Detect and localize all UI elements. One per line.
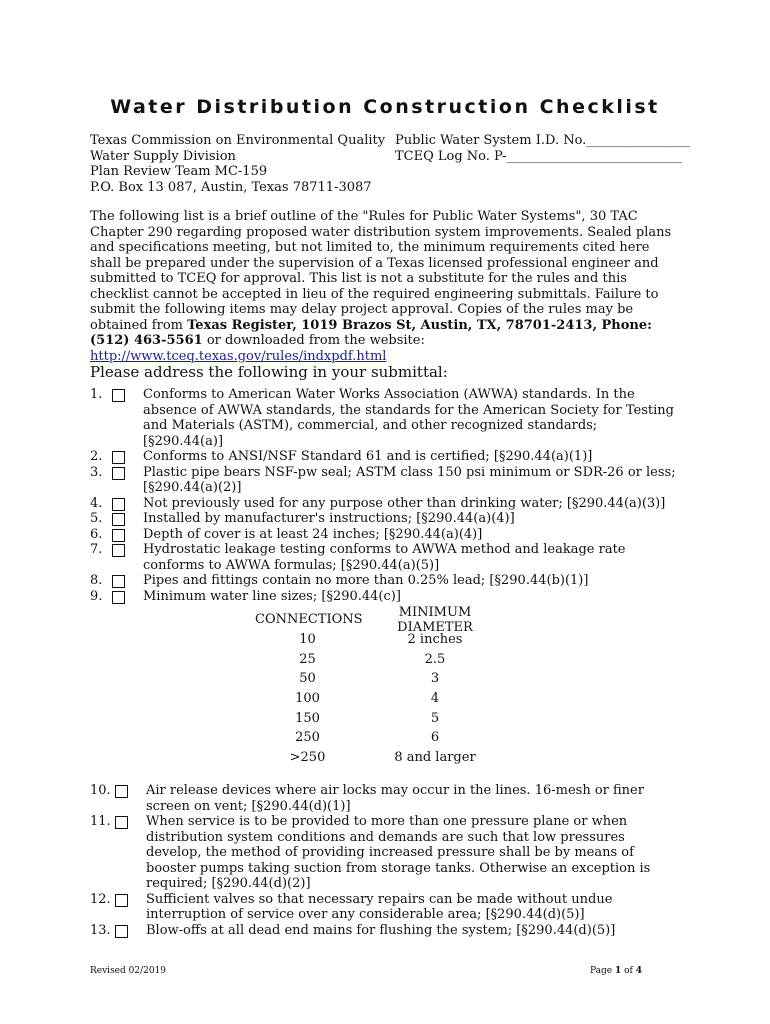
table-row — [255, 689, 510, 709]
page-number — [590, 966, 642, 976]
min-diameter-table — [255, 604, 510, 768]
checklist-item — [90, 542, 680, 573]
item-number: 10. — [90, 783, 111, 798]
item-checkbox[interactable] — [115, 816, 128, 829]
item-text: Air release devices where air locks may occur in the lines. 16-mesh or finer screen on vent; [§290.44(d)(1)] — [146, 783, 644, 814]
diameter-cell: 2.5 — [424, 651, 446, 667]
item-text: Blow-offs at all dead end mains for flushing the system; [§290.44(d)(5)] — [146, 922, 616, 938]
page-total: 4 — [635, 966, 643, 976]
diameter-cell: 8 and larger — [394, 750, 476, 766]
intro-paragraph — [90, 209, 680, 364]
agency-name: Texas Commission on Environmental Quality — [90, 133, 386, 148]
agency-address-block — [90, 133, 385, 195]
col-diameter-header: MINIMUM DIAMETER — [397, 604, 473, 635]
item-number: 3. — [90, 464, 103, 480]
item-text: Plastic pipe bears NSF-pw seal; ASTM class 150 psi minimum or SDR-26 or less; [§290.44(a)(2)] — [143, 464, 676, 495]
table-row — [255, 669, 510, 689]
agency-team: Plan Review Team MC-159 — [90, 164, 268, 179]
table-row — [255, 748, 510, 768]
connections-cell: 250 — [295, 730, 320, 746]
item-text: Pipes and fittings contain no more than 0.25% lead; [§290.44(b)(1)] — [143, 573, 589, 588]
intro-text: The following list is a brief outline of the "Rules for Public Water Systems", 30 TAC Chapter 290 regarding proposed water distribution system improvements. Sealed plans and specifications meeting, but not limited to, the minimum requirements cited here shall be prepared under the supervision of a Texas licensed professional engineer and submitted to TCEQ for approval. This list is not a substitute for the rules and this checklist cannot be accepted in lieu of the required engineering submittals. Failure to submit the following items may delay project approval. Copies of the rules may be obtained from — [90, 209, 672, 333]
item-checkbox[interactable] — [115, 785, 128, 798]
connections-cell: 150 — [295, 710, 320, 726]
connections-cell: 100 — [295, 691, 320, 707]
checklist-item — [90, 923, 680, 939]
checklist-item — [90, 511, 680, 527]
checklist-item — [90, 892, 680, 923]
item-checkbox[interactable] — [112, 451, 125, 464]
table-row — [255, 708, 510, 728]
item-checkbox[interactable] — [115, 894, 128, 907]
item-number: 7. — [90, 542, 103, 557]
agency-po-box: P.O. Box 13 087, Austin, Texas 78711-3087 — [90, 179, 372, 195]
item-text: Minimum water line sizes; [§290.44(c)] — [143, 588, 401, 604]
table-row — [255, 649, 510, 669]
checklist-item — [90, 465, 680, 496]
table-body — [255, 630, 510, 768]
item-checkbox[interactable] — [112, 513, 125, 526]
tceq-log-number-field[interactable]: TCEQ Log No. P-___________________________ — [395, 148, 682, 164]
diameter-cell: 2 inches — [407, 632, 463, 648]
diameter-cell: 4 — [430, 691, 440, 707]
col-connections-header: CONNECTIONS — [255, 612, 363, 628]
item-number: 5. — [90, 511, 103, 526]
checklist-item — [90, 589, 680, 605]
item-checkbox[interactable] — [112, 389, 125, 402]
item-checkbox[interactable] — [112, 544, 125, 557]
checklist-item — [90, 527, 680, 543]
checklist-item — [90, 387, 680, 449]
connections-cell: >250 — [289, 750, 326, 766]
item-text: Conforms to American Water Works Association (AWWA) standards. In the absence of AWWA standards, the standards for the American Society for Testing and Materials (ASTM), commercial, and other recognized standards; [§290.44(a)] — [143, 387, 674, 449]
item-checkbox[interactable] — [115, 925, 128, 938]
system-id-block — [395, 133, 690, 164]
diameter-cell: 5 — [430, 710, 440, 726]
rules-link[interactable]: http://www.tceq.texas.gov/rules/indxpdf.html — [90, 348, 387, 364]
item-text: Depth of cover is at least 24 inches; [§290.44(a)(4)] — [143, 526, 483, 542]
checklist-item — [90, 573, 680, 589]
item-text: Conforms to ANSI/NSF Standard 61 and is certified; [§290.44(a)(1)] — [143, 449, 593, 464]
intro-text-tail: or downloaded from the website: — [202, 333, 425, 348]
item-number: 11. — [90, 814, 111, 829]
item-text: Installed by manufacturer's instructions; [§290.44(a)(4)] — [143, 511, 515, 526]
diameter-cell: 3 — [430, 671, 440, 687]
item-number: 13. — [90, 922, 111, 938]
item-checkbox[interactable] — [112, 591, 125, 604]
table-row — [255, 728, 510, 748]
revised-date: Revised 02/2019 — [90, 966, 167, 976]
item-checkbox[interactable] — [112, 467, 125, 480]
item-number: 12. — [90, 891, 111, 907]
table-header — [255, 604, 510, 635]
intro-address-bold: Texas Register, 1019 Brazos St, Austin, TX, 78701-2413, Phone: (512) 463-5561 — [90, 317, 652, 348]
item-number: 6. — [90, 526, 103, 542]
item-number: 2. — [90, 449, 103, 464]
item-checkbox[interactable] — [112, 498, 125, 511]
item-number: 9. — [90, 588, 103, 604]
page-title: Water Distribution Construction Checklist — [110, 96, 660, 118]
checklist-item — [90, 496, 680, 512]
table-row — [255, 630, 510, 650]
checklist-item — [90, 814, 680, 892]
item-text: When service is to be provided to more than one pressure plane or when distribution system conditions and demands are such that low pressures develop, the method of providing increased pressure shall be by means of booster pumps taking suction from storage tanks. Otherwise an exception is required; [§290.44(d)(2)] — [146, 814, 651, 891]
item-text: Not previously used for any purpose other than drinking water; [§290.44(a)(3)] — [143, 495, 666, 511]
item-text: Hydrostatic leakage testing conforms to AWWA method and leakage rate conforms to AWWA formulas; [§290.44(a)(5)] — [143, 542, 626, 573]
connections-cell: 50 — [299, 671, 316, 687]
checklist-item — [90, 783, 680, 814]
item-text: Sufficient valves so that necessary repairs can be made without undue interruption of service over any considerable area; [§290.44(d)(5)] — [146, 891, 613, 922]
item-checkbox[interactable] — [112, 529, 125, 542]
address-heading: Please address the following in your submittal: — [90, 363, 448, 381]
item-number: 8. — [90, 573, 103, 588]
checklist-part-2 — [90, 783, 680, 938]
diameter-cell: 6 — [430, 730, 440, 746]
connections-cell: 25 — [299, 651, 316, 667]
connections-cell: 10 — [299, 632, 316, 648]
page-word: Page — [590, 966, 613, 976]
public-water-system-id-field[interactable]: Public Water System I.D. No.________________ — [395, 133, 691, 148]
checklist-part-1 — [90, 387, 680, 604]
item-number: 1. — [90, 387, 103, 402]
checklist-item — [90, 449, 680, 465]
agency-division: Water Supply Division — [90, 148, 236, 164]
of-word: of — [624, 966, 633, 976]
item-checkbox[interactable] — [112, 575, 125, 588]
item-number: 4. — [90, 495, 103, 511]
page-current: 1 — [614, 966, 622, 976]
